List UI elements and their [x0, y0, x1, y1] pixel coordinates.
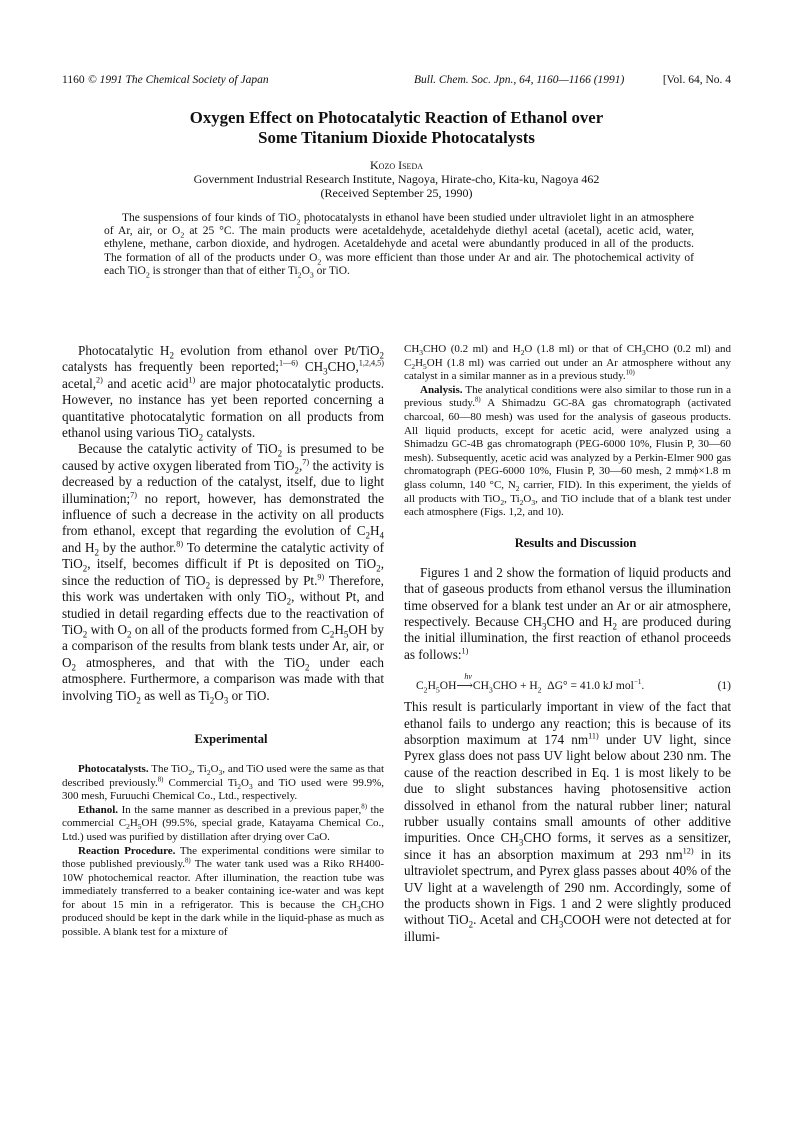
right-column: [404, 343, 731, 945]
title-line-2: Some Titanium Dioxide Photocatalysts: [258, 128, 535, 147]
blank-test-continuation: $CH_3CHO$ (0.2 ml) and $H_2O$ (1.8 ml) or that of $CH_3CHO$ (0.2 ml) and $C_2H_5OH$ (1.8 ml) was carried out under an Ar atmosphere without any catalyst in a similar manner as in a previous study.$^{10)}$: [404, 343, 732, 383]
article-title: [62, 108, 731, 148]
left-column: [62, 343, 384, 940]
equation-products: $CH_3CHO + H_2$: [472, 680, 542, 695]
author-name: Kozo Iseda: [370, 158, 423, 172]
reaction-arrow: hν ⟶: [456, 672, 473, 693]
title-line-1: Oxygen Effect on Photocatalytic Reaction of Ethanol over: [189, 108, 604, 127]
running-header: [62, 74, 731, 90]
reaction-procedure-label: Reaction Procedure.: [78, 844, 176, 857]
gibbs-energy: ΔG° = 41.0 kJ mol$^{-1}$.: [547, 678, 645, 693]
photon-label: hν: [464, 672, 472, 682]
analysis-paragraph: Analysis. The analytical conditions were also similar to those run in a previous study.$^{8)}$ A Shimadzu GC-8A gas chromatograph (activated charcoal, 60—80 mesh) was used for the analysis of gaseous products. All liquid products, except for acetic acid, were analyzed using a Shimadzu GC-4B gas chromatograph (PEG-6000 10%, Flusin P, 30—60 mesh). Subsequently, acetic acid was analyzed by a Perkin-Elmer 900 gas chromatograph (PEG-6000 10%, Flusin P, 30—60 mesh, 2 mmϕ×1.8 m glass column, 140 °C, $N_2$ carrier, FID). In this experiment, the yields of all products with TiO$_2$, $Ti_2O_3$, and TiO include that of a blank test under each atmosphere (Figs. 1,2, and 10).: [404, 383, 731, 519]
abstract: [104, 212, 694, 278]
section-heading-experimental: Experimental: [194, 731, 268, 746]
intro-paragraph-2: Because the catalytic activity of TiO$_2$ is presumed to be caused by active oxygen liberated from TiO$_2$,$^{7)}$ the activity is decreased by a reduction of the catalyst, itself, due to light illumination;$^{7)}$ no report, however, has demonstrated the influence of such a decrease in the activity on all products from ethanol, except that regarding the evolution of $C_2H_4$ and $H_2$ by the author.$^{8)}$ To determine the catalytic activity of TiO$_2$, itself, becomes difficult if Pt is deposited on TiO$_2$, since the reduction of TiO$_2$ is depressed by Pt.$^{9)}$ Therefore, this work was undertaken with only TiO$_2$, without Pt, and studied in detail regarding effects due to the reactivation of TiO$_2$ with $O_2$ on all of the products formed from $C_2H_5OH$ by a comparison of the results from blank tests under Ar, air, or $O_2$ atmospheres, and that with the TiO$_2$ under each atmosphere. Furthermore, a comparison was made with that involving TiO$_2$ as well as $Ti_2O_3$ or TiO.: [62, 441, 384, 706]
reaction-procedure-paragraph: Reaction Procedure. The experimental conditions were similar to those published previously.$^{8)}$ The water tank used was a Riko RH400-10W photochemical reactor. After illumination, the reaction tube was immediately transferred to a beaker containing ice-water and was kept for about 15 min in a refrigerator. This is because the $CH_3CHO$ produced should be kept in the dark while in the liquid-phase as much as possible. A blank test for a mixture of: [62, 844, 384, 939]
received-date: (Received September 25, 1990): [320, 186, 473, 200]
equation-number: (1): [717, 680, 731, 693]
volume-issue: [Vol. 64, No. 4: [662, 74, 731, 86]
title-block: [62, 108, 731, 200]
page-number: 1160: [62, 74, 85, 86]
results-paragraph-2: This result is particularly important in view of the fact that ethanol fails to undergo any reaction; this is because of its absorption maximum at 174 $nm^{11)}$ under UV light, since Pyrex glass does not pass UV light below about 230 nm. The cause of the reaction described in Eq. 1 is most likely to be due to slight substances having photosensitive action dissolved in ethanol from the natural rubber liner; natural rubber usually contains small amounts of other additive impurities. Once $CH_3CHO$ forms, it serves as a sensitizer, since it has an absorption maximum at 293 $nm^{12)}$ in its ultraviolet spectrum, and Pyrex glass passes about 40% of the UV light at a wavelength of 290 nm. Accordingly, some of the products shown in Figs. 1 and 2 were slightly produced without TiO$_2$. Acetal and $CH_3COOH$ were not detected at for illumi-: [404, 699, 731, 944]
equation-reactant: $C_2H_5OH$: [416, 680, 457, 695]
abstract-text: The suspensions of four kinds of TiO$_2$ photocatalysts in ethanol have been studied under ultraviolet light in an atmosphere of Ar, air, or $O_2$ at 25 °C. The main products were acetaldehyde, acetaldehyde diethyl acetal (acetal), acetic acid, water, ethylene, methane, carbon dioxide, and hydrogen. Acetaldehyde and acetal were abundantly produced in all of the products. The formation of all of the products under $O_2$ was more efficient than those under Ar and air. The photochemical activity of each TiO$_2$ is stronger than that of either $Ti_2O_3$ or TiO.: [104, 212, 694, 280]
journal-citation: Bull. Chem. Soc. Jpn., 64, 1160—1166 (1991): [414, 74, 625, 86]
analysis-label: Analysis.: [420, 383, 463, 396]
copyright-notice: © 1991 The Chemical Society of Japan: [88, 74, 269, 86]
author-affiliation: Government Industrial Research Institute, Nagoya, Hirate-cho, Kita-ku, Nagoya 462: [193, 172, 600, 186]
ethanol-paragraph: Ethanol. In the same manner as described in a previous paper,$^{8)}$ the commercial $C_2H_5OH$ (99.5%, special grade, Katayama Chemical Co., Ltd.) used was purified by distillation after drying over CaO.: [62, 803, 384, 843]
photocatalysts-paragraph: Photocatalysts. The TiO$_2$, $Ti_2O_3$, and TiO used were the same as that described previously.$^{8)}$ Commercial $Ti_2O_3$ and TiO used were 99.9%, 300 mesh, Furuuchi Chemical Co., Ltd., respectively.: [62, 762, 385, 803]
intro-paragraph-1: Photocatalytic $H_2$ evolution from ethanol over Pt/TiO$_2$ catalysts has frequently been reported;$^{1—6)}$ $CH_3CHO,^{1,2,4,5)}$ acetal,$^{2)}$ and acetic acid$^{1)}$ are major photocatalytic products. However, no instance has yet been reported concerning a quantitative photocatalytic formation on all products from ethanol using various TiO$_2$ catalysts.: [62, 343, 384, 443]
results-paragraph-1: Figures 1 and 2 show the formation of liquid products and that of gaseous products from ethanol versus the illumination time observed for a blank test under an Ar or air atmosphere, respectively. Because $CH_3CHO$ and $H_2$ are produced during the initial illumination, the first reaction of ethanol proceeds as follows:$^{1)}$: [404, 564, 731, 662]
ethanol-label: Ethanol.: [78, 803, 119, 816]
photocatalysts-label: Photocatalysts.: [78, 762, 149, 775]
equation-1: [404, 672, 731, 695]
section-heading-results: Results and Discussion: [514, 535, 637, 550]
